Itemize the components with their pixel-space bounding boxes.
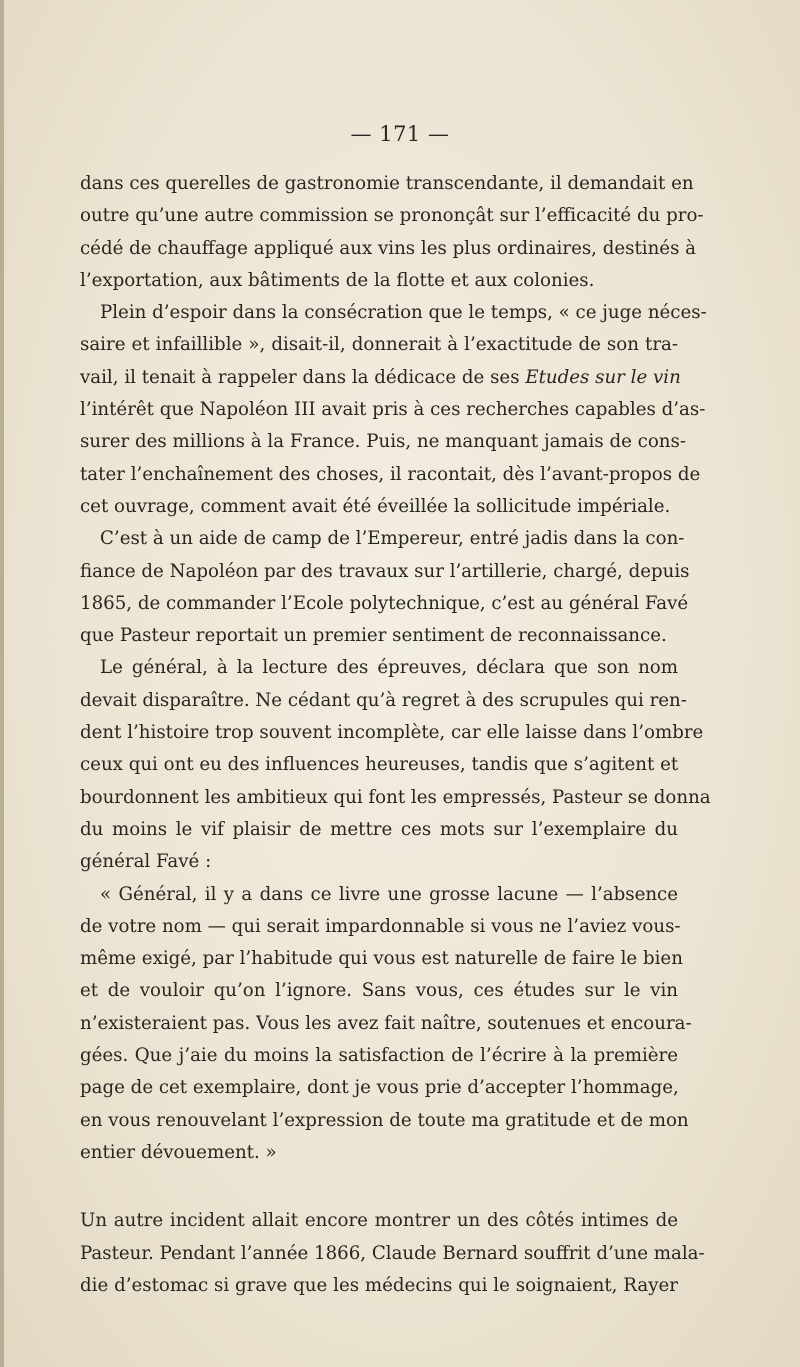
text-line: 1865, de commander l’Ecole polytechnique, c’est au général Favé (80, 592, 689, 614)
body-text (80, 168, 711, 1302)
text-line: du moins le vif plaisir de mettre ces mots sur l’exemplaire du (80, 818, 678, 840)
text-segment: vail, il tenait à rappeler dans la dédicace de ses (80, 366, 526, 388)
text-line: en vous renouvelant l’expression de toute ma gratitude et de mon (80, 1109, 689, 1131)
text-line: die d’estomac si grave que les médecins qui le soignaient, Rayer (80, 1274, 678, 1296)
text-line: Un autre incident allait encore montrer un des côtés intimes de (80, 1210, 678, 1232)
text-line: dent l’histoire trop souvent incomplète, car elle laisse dans l’ombre (80, 722, 704, 744)
text-line: saire et infaillible », disait-il, donnerait à l’exactitude de son tra- (80, 334, 678, 356)
text-line: l’intérêt que Napoléon III avait pris à ces recherches capables d’as- (80, 399, 706, 421)
book-title: Etudes sur le vin (525, 366, 681, 388)
text-line: gées. Que j’aie du moins la satisfaction de l’écrire à la première (80, 1045, 678, 1067)
text-line: entier dévouement. » (80, 1141, 277, 1163)
text-line: Le général, à la lecture des épreuves, déclara que son nom (100, 657, 678, 679)
text-line: devait disparaître. Ne cédant qu’à regret à des scrupules qui ren- (80, 689, 687, 711)
text-line: même exigé, par l’habitude qui vous est naturelle de faire le bien (80, 948, 683, 970)
paragraph-gap (80, 1169, 678, 1205)
text-line: page de cet exemplaire, dont je vous prie d’accepter l’hommage, (80, 1077, 679, 1099)
text-line: Plein d’espoir dans la consécration que le temps, « ce juge néces- (100, 302, 707, 324)
text-line: que Pasteur reportait un premier sentiment de reconnaissance. (80, 625, 667, 647)
text-line: n’existeraient pas. Vous les avez fait naître, soutenues et encoura- (80, 1012, 692, 1034)
page-number: — 171 — (350, 122, 450, 146)
page-edge (0, 0, 4, 1367)
text-line: cet ouvrage, comment avait été éveillée la sollicitude impériale. (80, 495, 671, 517)
text-line: ceux qui ont eu des influences heureuses, tandis que s’agitent et (80, 754, 679, 776)
text-line: « Général, il y a dans ce livre une grosse lacune — l’absence (100, 883, 678, 905)
text-line: général Favé : (80, 851, 212, 873)
text-line (80, 362, 681, 394)
text-line: tater l’enchaînement des choses, il racontait, dès l’avant-propos de (80, 463, 701, 485)
text-line: fiance de Napoléon par des travaux sur l’artillerie, chargé, depuis (80, 560, 690, 582)
text-line: surer des millions à la France. Puis, ne manquant jamais de cons- (80, 431, 686, 453)
text-line: outre qu’une autre commission se prononçât sur l’efficacité du pro- (80, 205, 704, 227)
text-line: C’est à un aide de camp de l’Empereur, entré jadis dans la con- (100, 528, 685, 550)
text-line: cédé de chauffage appliqué aux vins les plus ordinaires, destinés à (80, 237, 697, 259)
text-line: l’exportation, aux bâtiments de la flotte et aux colonies. (80, 269, 595, 291)
text-line: bourdonnent les ambitieux qui font les empressés, Pasteur se donna (80, 786, 711, 808)
text-line: Pasteur. Pendant l’année 1866, Claude Bernard souffrit d’une mala- (80, 1242, 705, 1264)
text-line: de votre nom — qui serait impardonnable si vous ne l’aviez vous- (80, 915, 681, 937)
text-line: dans ces querelles de gastronomie transcendante, il demandait en (80, 173, 694, 194)
text-line: et de vouloir qu’on l’ignore. Sans vous, ces études sur le vin (80, 980, 678, 1002)
